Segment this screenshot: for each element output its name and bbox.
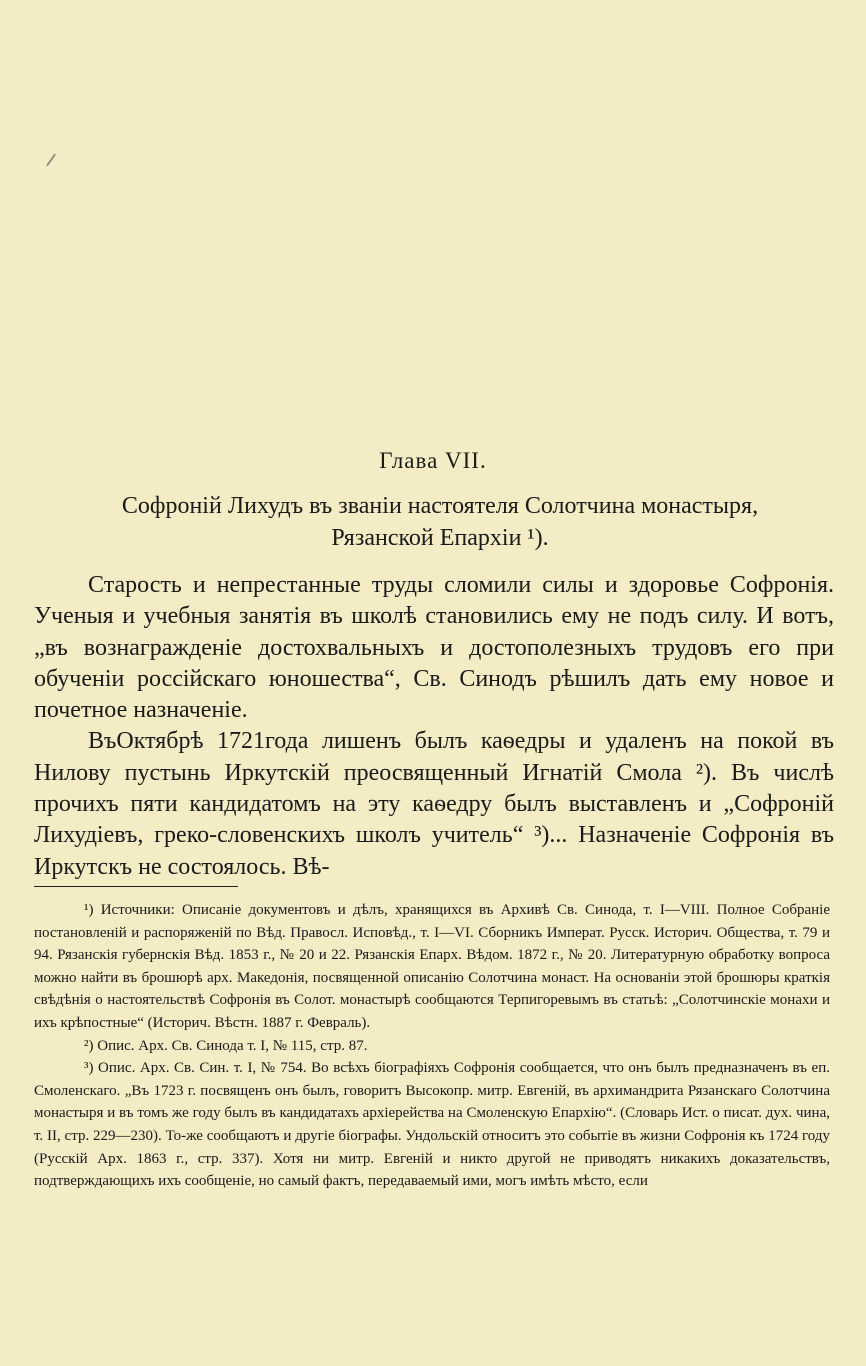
chapter-title-line-2: Рязанской Епархіи ¹).: [331, 525, 549, 551]
body-text: [34, 570, 834, 883]
chapter-heading: Глава VII.: [379, 448, 487, 473]
footnotes: [34, 899, 830, 1193]
paragraph-2: ВъОктябрѣ 1721года лишенъ былъ каѳедры и удаленъ на покой въ Нилову пустынь Иркутскій преосвященный Игнатій Смола ²). Въ числѣ прочихъ пяти кандидатомъ на эту каѳедру былъ выставленъ и „Софроній Лихудіевъ, греко-словенскихъ школъ учитель“ ³)... Назначеніе Софронія въ Иркутскъ не состоялось. Вѣ-: [34, 728, 834, 880]
footnote-1: ¹) Источники: Описаніе документовъ и дѣлъ, хранящихся въ Архивѣ Св. Синода, т. I—VIII. Полное Собраніе постановленій и распоряженій по Вѣд. Правосл. Исповѣд., т. I—VI. Сборникъ Императ. Русск. Историч. Общества, т. 79 и 94. Рязанскія губернскія Вѣд. 1853 г., № 20 и 22. Рязанскія Епарх. Вѣдом. 1872 г., № 20. Литературную обработку вопроса можно найти въ брошюрѣ арх. Македонія, посвященной описанію Солотчина монаст. На основаніи этой брошюры краткія свѣдѣнія о настоятельствѣ Софронія въ Солот. монастырѣ сообщаются Терпигоревымъ въ статьѣ: „Солотчинскіе монахи и ихъ крѣпостные“ (Историч. Вѣстн. 1887 г. Февраль).: [34, 902, 830, 1031]
stray-pen-mark: [46, 154, 56, 167]
chapter-title: [40, 490, 840, 554]
chapter-title-line-1: Софроній Лихудъ въ званіи настоятеля Солотчина монастыря,: [121, 493, 759, 519]
footnote-3: ³) Опис. Арх. Св. Син. т. I, № 754. Во всѣхъ біографіяхъ Софронія сообщается, что онъ былъ предназначенъ въ еп. Смоленскаго. „Въ 1723 г. посвященъ онъ былъ, говоритъ Высокопр. митр. Евгеній, въ архимандрита Рязанскаго Солотчина монастыря и въ томъ же году былъ въ кандидатахъ архіерейства на Смоленскую Епархію“. (Словарь Ист. о писат. дух. чина, т. II, стр. 229—230). То-же сообщаютъ и другіе біографы. Ундольскій относитъ это событіе въ жизни Софронія къ 1724 году (Русскій Арх. 1863 г., стр. 337). Хотя ни митр. Евгеній и никто другой не приводятъ никакихъ доказательствъ, подтверждающихъ ихъ сообщеніе, но самый фактъ, передаваемый ими, могъ имѣть мѣсто, если: [34, 1060, 830, 1190]
footnote-divider: [34, 886, 238, 887]
footnote-2: ²) Опис. Арх. Св. Синода т. I, № 115, стр. 87.: [84, 1037, 368, 1054]
paragraph-1: Старость и непрестанные труды сломили силы и здоровье Софронія. Ученыя и учебныя занятія въ школѣ становились ему не подъ силу. И вотъ, „въ вознагражденіе достохвальныхъ и достополезныхъ трудовъ его при обученіи россійскаго юношества“, Св. Синодъ рѣшилъ дать ему новое и почетное назначеніе.: [34, 572, 834, 724]
